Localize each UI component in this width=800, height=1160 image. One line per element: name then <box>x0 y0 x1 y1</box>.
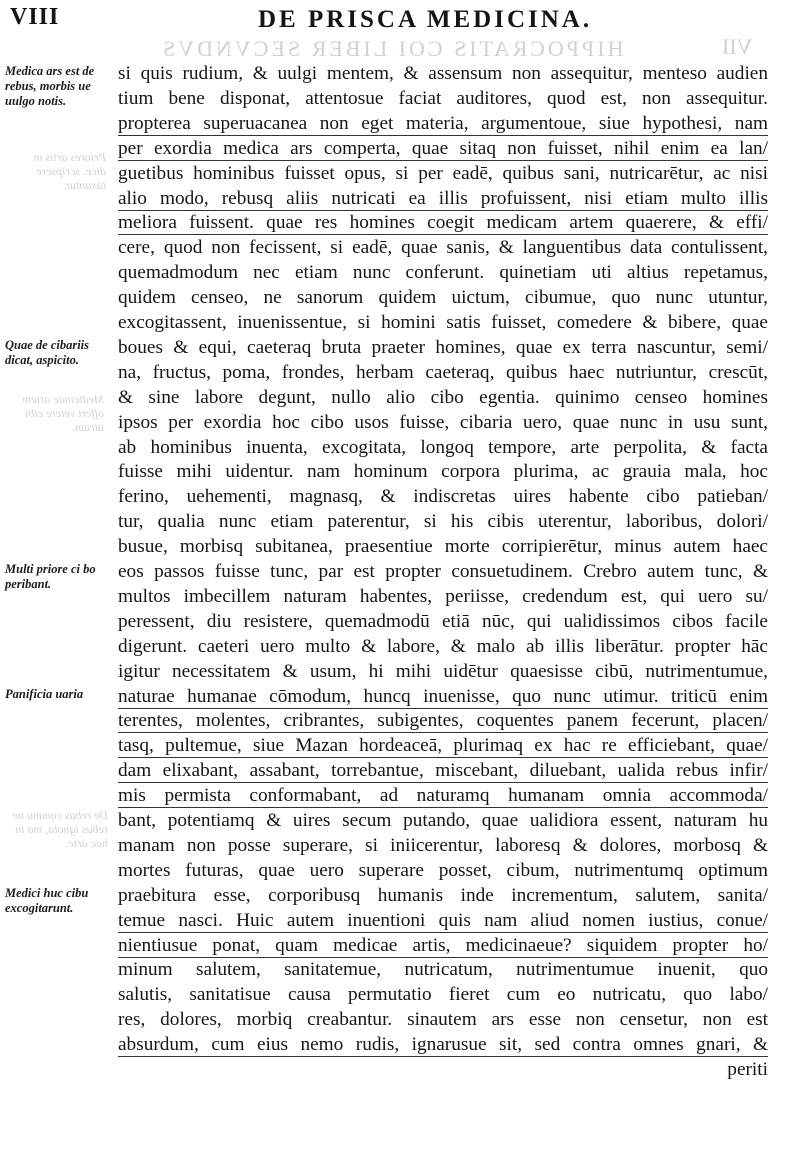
text-line: boues & equi, caeteraq bruta praeter homines, quae ex terra nascuntur, semi/ <box>118 336 768 358</box>
text-line: salutis, sanitatisue causa permutatio fieret cum eo nutricatu, quo labo/ <box>118 984 768 1006</box>
text-line: absurdum, cum eius nemo rudis, ignarusue sit, sed contra omnes gnari, & <box>118 1034 768 1056</box>
text-line: naturae humanae cōmodum, huncq inuenisse, quo nunc utimur. triticū enim <box>118 685 768 707</box>
text-line: quemadmodum nec etiam nunc conferunt. quinetiam uti altius repetamus, <box>118 262 768 284</box>
text-line: ferino, uehementi, magnasq, & indiscretas uires habente cibo patieban/ <box>118 486 768 508</box>
text-line: tium bene disponat, attentosue faciat auditores, quod est, non assequitur. <box>118 87 768 109</box>
text-line: digerunt. caeteri uero multo & labore, & malo ab illis liberātur. propter hāc <box>118 635 768 657</box>
text-line: ipsos per exordia hoc cibo usos fuisse, cibaria uero, quae nunc in usu sunt, <box>118 411 768 433</box>
text-line: guetibus hominibus fuisset opus, si per eadē, quibus sani, nutricarētur, ac nisi <box>118 162 768 184</box>
text-line: alio modo, rebusq aliis nutricati ea illis profuissent, nisi etiam multo illis <box>118 187 768 209</box>
bleed-through-folio: VII <box>722 34 753 59</box>
text-line: igitur necessitatem & usum, hi mihi uidētur quaesisse cibū, nutrimentumue, <box>118 660 768 682</box>
text-line: minum salutem, sanitatemue, nutricatum, nutrimentumue inuenit, quo <box>118 959 768 981</box>
page-folio: VIII <box>10 4 60 30</box>
text-line: fuisse mihi uidentur. nam hominum corpora plurima, ac grauia mala, hoc <box>118 461 768 483</box>
text-line: per exordia medica ars comperta, quae sitaq non fuisset, nihil enim ea lan/ <box>118 137 768 159</box>
margin-note: Multi priore ci bo peribant. <box>5 562 96 591</box>
text-line: tur, qualia nunc etiam paterentur, si his cibis uterentur, laboribus, dolori/ <box>118 511 768 533</box>
text-line: mortes futuras, quae uero superare posset, cibum, nutrimentumq optimum <box>118 859 768 881</box>
text-line: cere, quod non fecissent, si eadē, quae sanis, & languentibus data contulissent, <box>118 237 768 259</box>
text-line: dam elixabant, assabant, torrebantue, miscebant, diluebant, ualida rebus infir/ <box>118 760 768 782</box>
text-line: tasq, pultemue, siue Mazan hordeaceā, plurimaq ex hac re efficiebant, quae/ <box>118 735 768 757</box>
text-line: praebitura esse, corporibusq humanis inde incrementum, salutem, sanita/ <box>118 884 768 906</box>
bleed-through-margin-note: De rebus commu ne rebus ignota, mo in hac arte. <box>12 808 108 850</box>
text-line: periti <box>727 1059 768 1080</box>
text-line: mis permista conformabant, ad naturamq humanam omnia accommoda/ <box>118 785 768 807</box>
margin-note: Medici huc cibu excogitarunt. <box>5 885 89 915</box>
text-line: ab hominibus inuenta, excogitata, longoq tempore, arte perpolita, & facta <box>118 436 768 458</box>
text-line: res, dolores, morbiq creabantur. sinautem ars esse non censetur, non est <box>118 1009 768 1031</box>
text-line: bant, potentiamq & uires secum putando, quae ualidiora essent, naturam hu <box>118 810 768 831</box>
text-line: quidem censeo, ne sanorum quidem uictum, cibumue, quo nunc utuntur, <box>118 287 768 309</box>
text-line: nientiusue ponat, quam medicae artis, medicinaeue? siquidem propter ho/ <box>118 934 768 956</box>
text-line: multos imbecillem naturam habentes, periisse, credendum est, qui uero su/ <box>118 585 768 607</box>
text-line: meliora fuissent. quae res homines coegit medicam artem quaerere, & effi/ <box>118 212 768 234</box>
text-line: terentes, molentes, cribrantes, subigentes, coquentes panem fecerunt, placen/ <box>118 710 768 732</box>
text-line: manam non posse superare, si iniicerentur, laboresq & dolores, morbosq & <box>118 834 768 856</box>
bleed-through-margin-note: Priores artis m dice. scripsere taxantur. <box>33 150 106 192</box>
margin-note: Panificia uaria <box>5 686 84 701</box>
text-line: & sine labore degunt, nullo alio cibo egentia. quinimo censeo homines <box>118 386 768 408</box>
margin-note: Quae de cibariis dicat, aspicito. <box>5 337 90 367</box>
text-line: excogitassent, inuenissentue, si homini satis fuisset, comedere & bibere, quae <box>118 312 768 333</box>
text-line: na, fructus, poma, frondes, herbam caeteraq, quibus haec nutriuntur, crescūt, <box>118 361 768 383</box>
text-line: peressent, diu resistere, quemadmodū etiā nūc, qui ualidissimos cibos facile <box>118 610 768 632</box>
bleed-through-head: HIPPOCRATIS COI LIBER SECVNDVS <box>160 36 624 61</box>
text-line: temue nasci. Huic autem inuentioni quis nam aliud nomen iustius, conue/ <box>118 909 768 931</box>
text-line: eos passos fuisse tunc, par est propter consuetudinem. Crebro autem tunc, & <box>118 561 768 582</box>
text-line: busue, morbisq subitanea, praesentiue morte corripierētur, minus autem haec <box>118 536 768 558</box>
text-line: propterea superuacanea non eget materia, argumentoue, siue hypothesi, nam <box>118 112 768 134</box>
margin-note: Medica ars est de rebus, morbis ue uulgo notis. <box>5 64 95 108</box>
running-head: DE PRISCA MEDICINA. <box>258 6 593 33</box>
bleed-through-margin-note: Medicinae artem offert vetere cibi utram. <box>22 392 104 434</box>
text-line: si quis rudium, & uulgi mentem, & assensum non assequitur, menteso audien <box>118 63 768 84</box>
